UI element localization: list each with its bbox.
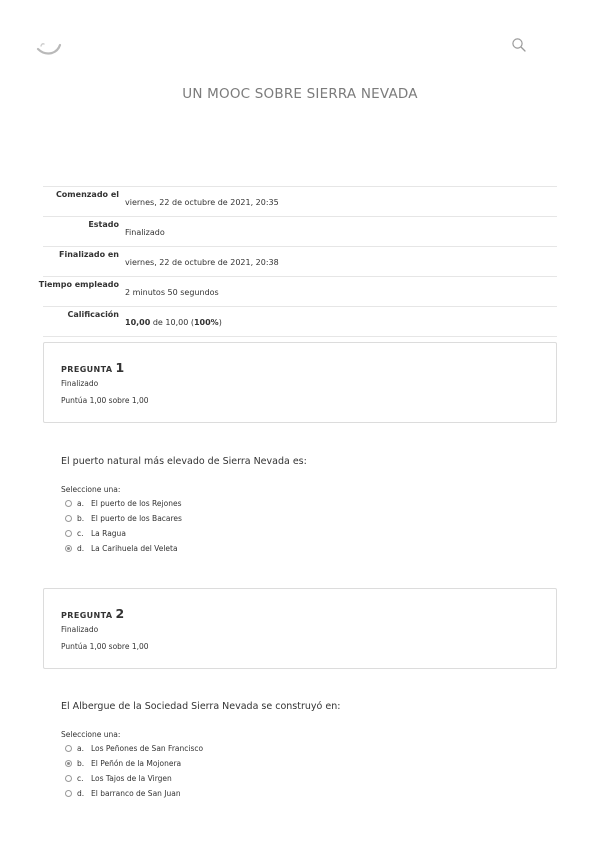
grade-close: ) (218, 318, 222, 327)
option-text: La Ragua (91, 529, 126, 538)
grade-score: 10,00 (125, 318, 151, 327)
summary-value: viernes, 22 de octubre de 2021, 20:35 (125, 198, 279, 207)
question-heading (61, 357, 124, 376)
select-one-label: Seleccione una: (61, 485, 121, 494)
summary-label: Tiempo empleado (38, 280, 119, 289)
question-word: PREGUNTA (61, 365, 113, 374)
question-word: PREGUNTA (61, 611, 113, 620)
select-one-label: Seleccione una: (61, 730, 121, 739)
radio-button[interactable] (65, 530, 72, 537)
radio-button[interactable] (65, 775, 72, 782)
summary-row-started (43, 186, 557, 216)
summary-row-time (38, 276, 557, 306)
summary-value: viernes, 22 de octubre de 2021, 20:38 (125, 258, 279, 267)
radio-button[interactable] (65, 515, 72, 522)
summary-value: 2 minutos 50 segundos (125, 288, 219, 297)
question-state: Finalizado (61, 379, 99, 388)
attempt-summary-table (38, 186, 557, 337)
option-letter: a. (77, 499, 84, 508)
grade-percent: 100% (193, 318, 219, 327)
mountain-logo-icon[interactable] (36, 38, 62, 56)
question-2-info-card (43, 588, 557, 669)
option-text: El puerto de los Rejones (91, 499, 182, 508)
summary-value: Finalizado (125, 228, 165, 237)
summary-row-grade (43, 306, 557, 337)
radio-button-checked[interactable] (65, 760, 72, 767)
radio-button-checked[interactable] (65, 545, 72, 552)
summary-grade-value (125, 318, 222, 327)
summary-row-state (43, 216, 557, 246)
question-heading (61, 603, 124, 622)
question-grade: Puntúa 1,00 sobre 1,00 (61, 396, 149, 405)
search-icon[interactable] (511, 37, 527, 53)
question-1-text: El puerto natural más elevado de Sierra Nevada es: (61, 456, 307, 467)
option-text: Los Tajos de la Virgen (91, 774, 172, 783)
summary-row-finished (43, 246, 557, 276)
question-state: Finalizado (61, 625, 99, 634)
question-number: 1 (115, 360, 125, 375)
option-text: La Carihuela del Veleta (91, 544, 178, 553)
option-text: Los Peñones de San Francisco (91, 744, 204, 753)
option-letter: d. (77, 789, 85, 798)
question-2-text: El Albergue de la Sociedad Sierra Nevada se construyó en: (61, 701, 341, 712)
radio-button[interactable] (65, 790, 72, 797)
grade-max: de 10,00 ( (150, 318, 194, 327)
radio-button[interactable] (65, 500, 72, 507)
option-text: El barranco de San Juan (91, 789, 181, 798)
radio-button[interactable] (65, 745, 72, 752)
option-letter: b. (77, 759, 85, 768)
option-text: El puerto de los Bacares (91, 514, 182, 523)
question-1-info-card (43, 342, 557, 423)
option-text: El Peñón de la Mojonera (91, 759, 182, 768)
option-letter: c. (77, 529, 84, 538)
option-letter: c. (77, 774, 84, 783)
page-title[interactable]: UN MOOC SOBRE SIERRA NEVADA (182, 86, 418, 102)
summary-label: Estado (88, 220, 119, 229)
option-letter: a. (77, 744, 84, 753)
option-letter: d. (77, 544, 85, 553)
summary-label: Calificación (67, 310, 119, 319)
option-letter: b. (77, 514, 85, 523)
question-grade: Puntúa 1,00 sobre 1,00 (61, 642, 149, 651)
summary-label: Finalizado en (59, 250, 119, 259)
summary-label: Comenzado el (55, 190, 119, 199)
question-number: 2 (115, 606, 125, 621)
